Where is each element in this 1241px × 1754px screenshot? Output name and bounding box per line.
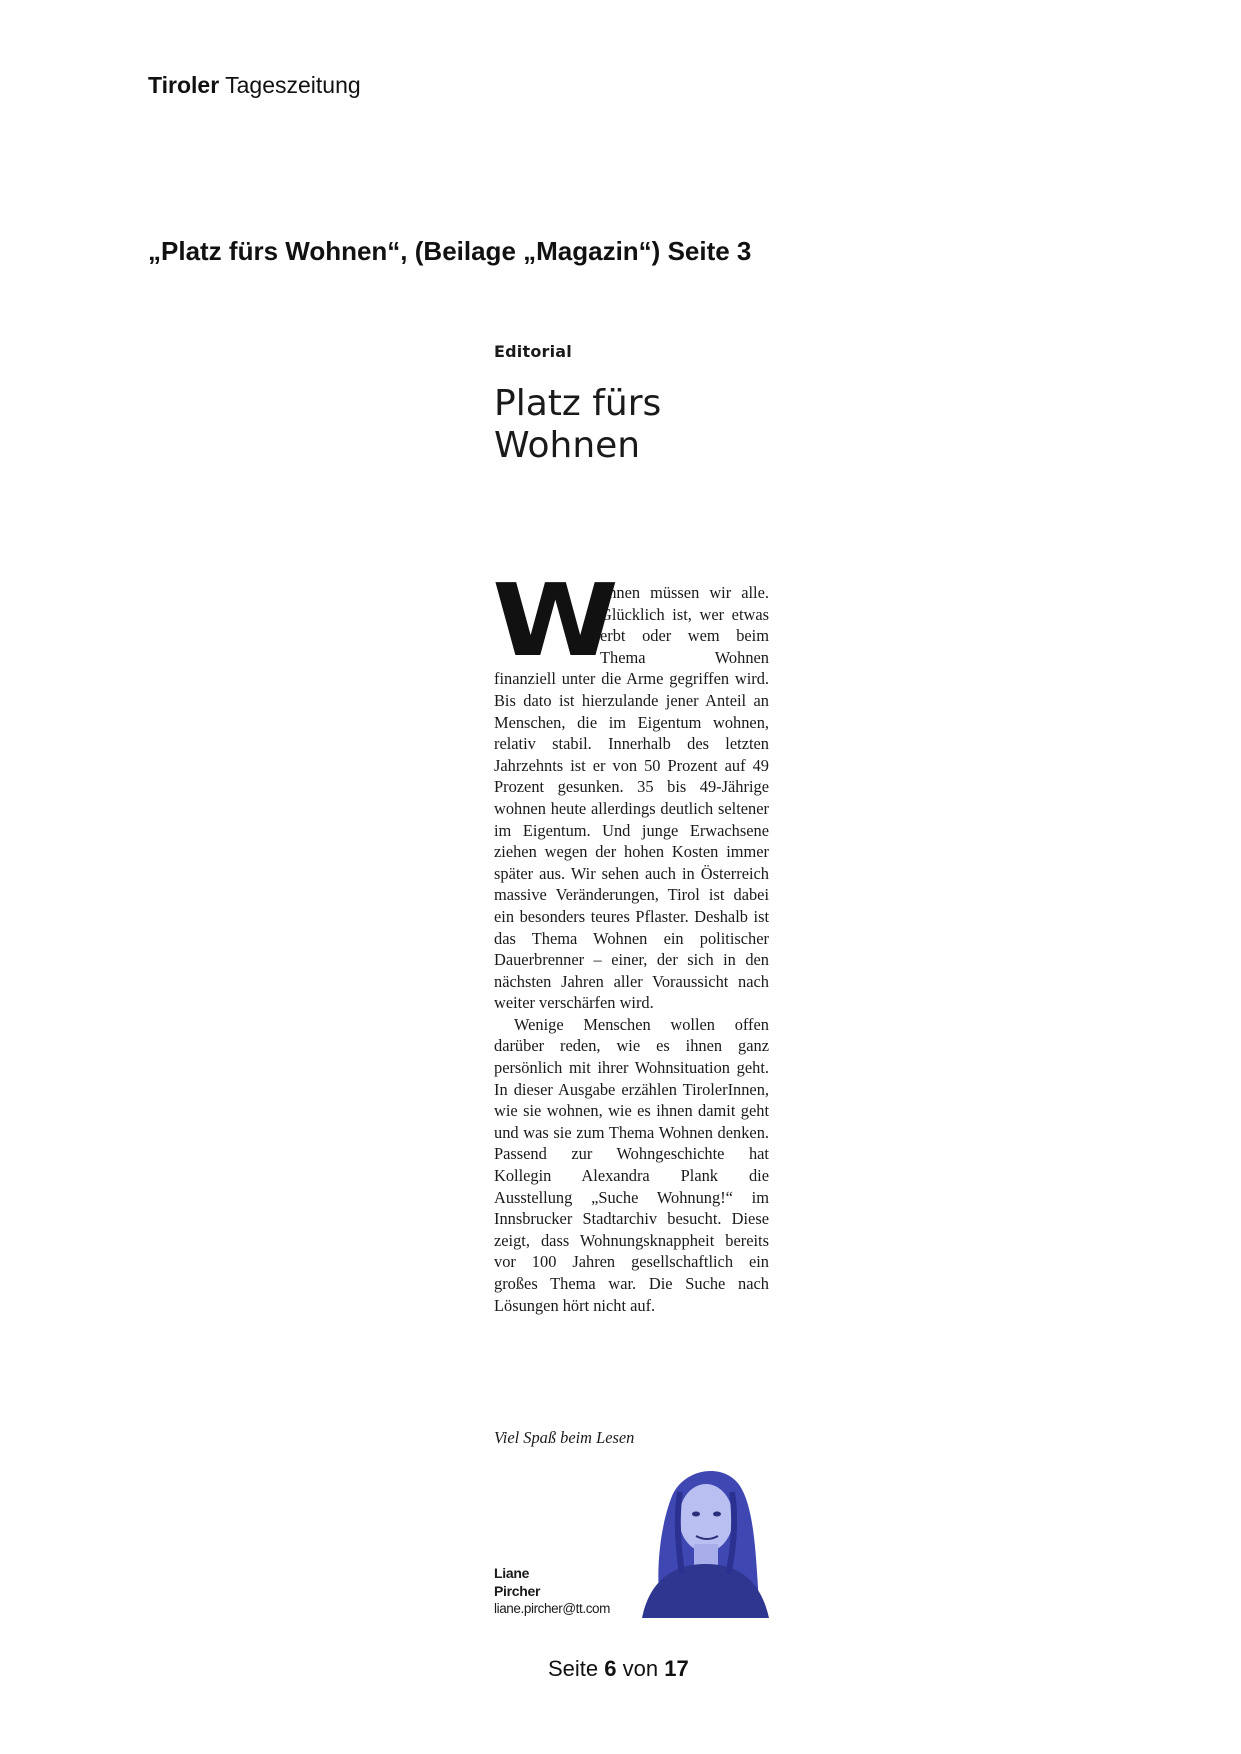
footer-page-number: 6 xyxy=(604,1656,617,1681)
signoff: Viel Spaß beim Lesen xyxy=(494,1428,635,1447)
footer-of: von xyxy=(622,1656,659,1681)
author-byline xyxy=(494,1564,610,1618)
author-email: liane.pircher@tt.com xyxy=(494,1601,610,1616)
paragraph-1 xyxy=(492,562,769,1014)
author-last-name: Pircher xyxy=(494,1583,541,1599)
masthead xyxy=(148,72,361,99)
footer-prefix: Seite xyxy=(548,1656,599,1681)
masthead-bold: Tiroler xyxy=(148,72,220,98)
masthead-regular: Tageszeitung xyxy=(225,72,361,98)
headline-line-1: Platz fürs xyxy=(494,383,662,424)
drop-cap: W xyxy=(492,562,619,679)
article-body xyxy=(492,562,769,1316)
article-kicker: Editorial xyxy=(494,342,572,361)
footer-total-pages: 17 xyxy=(664,1656,689,1681)
article-header xyxy=(494,342,769,467)
page-footer xyxy=(548,1656,689,1682)
paragraph-1-text: ohnen müssen wir alle. Glücklich ist, wer etwas erbt oder wem beim Thema Wohnen finanziell unter die Arme gegriffen wird. Bis dato ist hierzulande jener Anteil an Menschen, die im Eigentum wohnen, relativ stabil. Innerhalb des letzten Jahrzehnts ist er von 50 Prozent auf 49 Prozent gesunken. 35 bis 49-Jährige wohnen heute allerdings deutlich seltener im Eigentum. Und junge Erwachsene ziehen wegen der hohen Kosten immer später aus. Wir sehen auch in Österreich massive Veränderungen, Tirol ist dabei ein besonders teures Pflaster. Deshalb ist das Thema Wohnen ein politischer Dauerbrenner – einer, der sich in den nächsten Jahren aller Voraussicht nach weiter verschärfen wird. xyxy=(494,583,769,1013)
author-first-name: Liane xyxy=(494,1565,530,1581)
headline-line-2: Wohnen xyxy=(494,425,641,466)
article-headline xyxy=(494,383,769,467)
paragraph-2: Wenige Menschen wollen offen darüber reden, wie es ihnen ganz persönlich mit ihrer Wohnsituation geht. In dieser Ausgabe erzählen TirolerInnen, wie sie wohnen, wie es ihnen damit geht und was sie zum Thema Wohnen denken. Passend zur Wohngeschichte hat Kollegin Alexandra Plank die Ausstellung „Suche Wohnung!“ im Innsbrucker Stadtarchiv besucht. Diese zeigt, dass Wohnungsknappheit bereits vor 100 Jahren gesellschaftlich ein großes Thema war. Die Suche nach Lösungen hört nicht auf. xyxy=(494,1014,769,1315)
author-portrait xyxy=(632,1456,769,1618)
document-title: „Platz fürs Wohnen“, (Beilage „Magazin“) Seite 3 xyxy=(148,236,752,266)
